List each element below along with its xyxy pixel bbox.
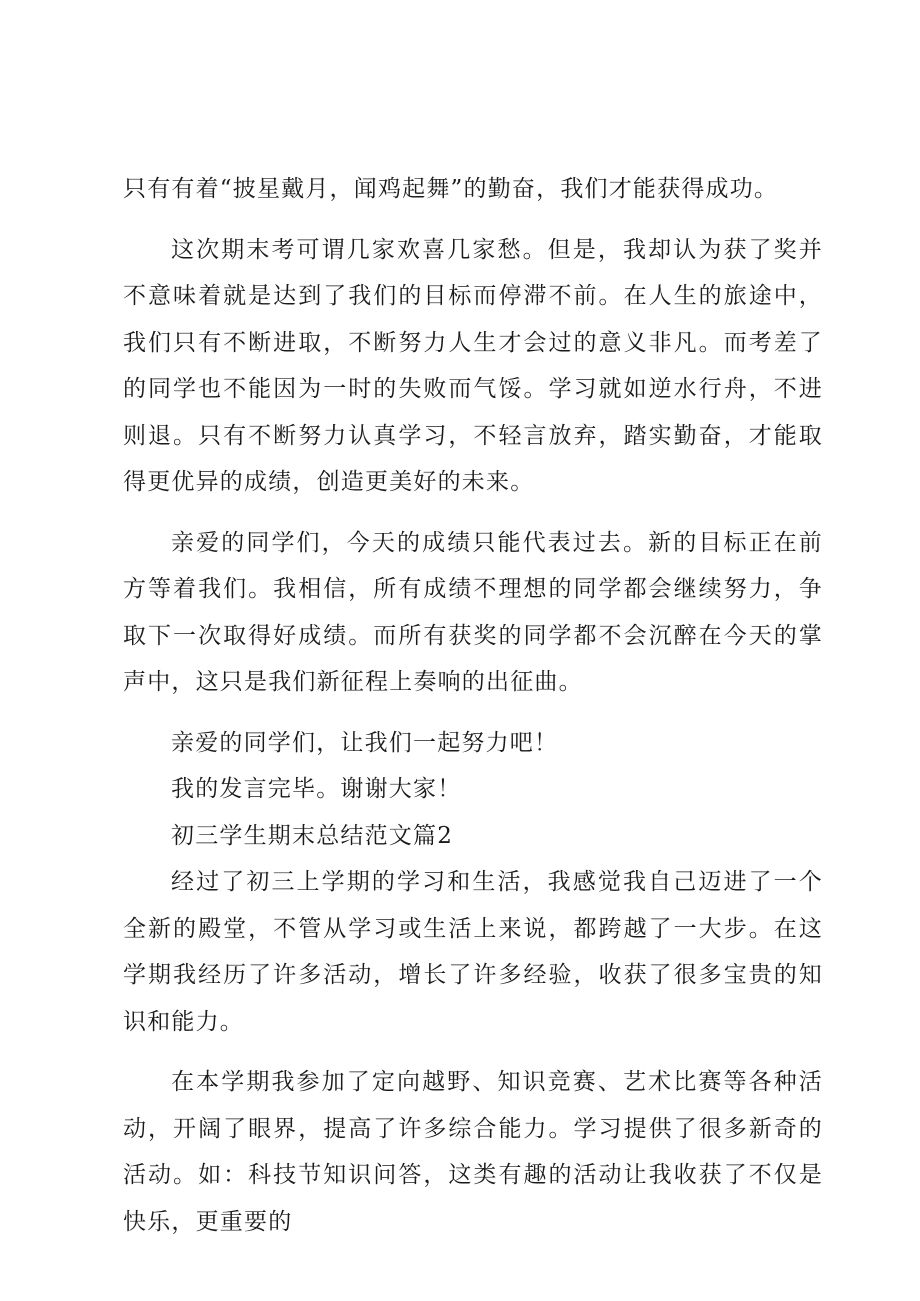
document-body xyxy=(123,166,823,1259)
paragraph-call-to-action: 亲爱的同学们，让我们一起努力吧！ xyxy=(171,729,559,756)
paragraph-exam-reflection: 这次期末考可谓几家欢喜几家愁。但是，我却认为获了奖并不意味着就是达到了我们的目标而停滞不前。在人生的旅途中，我们只有不断进取，不断努力人生才会过的意义非凡。而考差了的同学也不能因为一时的失败而气馁。学习就如逆水行舟，不进则退。只有不断努力认真学习，不轻言放弃，踏实勤奋，才能取得更优异的成绩，创造更美好的未来。 xyxy=(123,236,823,495)
paragraph-closing: 我的发言完毕。谢谢大家！ xyxy=(171,776,462,802)
section-title: 初三学生期末总结范文篇2 xyxy=(171,822,454,849)
paragraph-encouragement: 亲爱的同学们，今天的成绩只能代表过去。新的目标正在前方等着我们。我相信，所有成绩不理想的同学都会继续努力，争取下一次取得好成绩。而所有获奖的同学都不会沉醉在今天的掌声中，这只是我们新征程上奏响的出征曲。 xyxy=(123,529,823,695)
paragraph-semester-intro: 经过了初三上学期的学习和生活，我感觉我自己迈进了一个全新的殿堂，不管从学习或生活上来说，都跨越了一大步。在这学期我经历了许多活动，增长了许多经验，收获了很多宝贵的知识和能力。 xyxy=(123,869,823,1035)
paragraph-continuation: 只有有着“披星戴月，闻鸡起舞”的勤奋，我们才能获得成功。 xyxy=(123,176,779,202)
paragraph-activities: 在本学期我参加了定向越野、知识竞赛、艺术比赛等各种活动，开阔了眼界，提高了许多综合能力。学习提供了很多新奇的活动。如：科技节知识问答，这类有趣的活动让我收获了不仅是快乐，更重要的 xyxy=(123,1069,823,1235)
